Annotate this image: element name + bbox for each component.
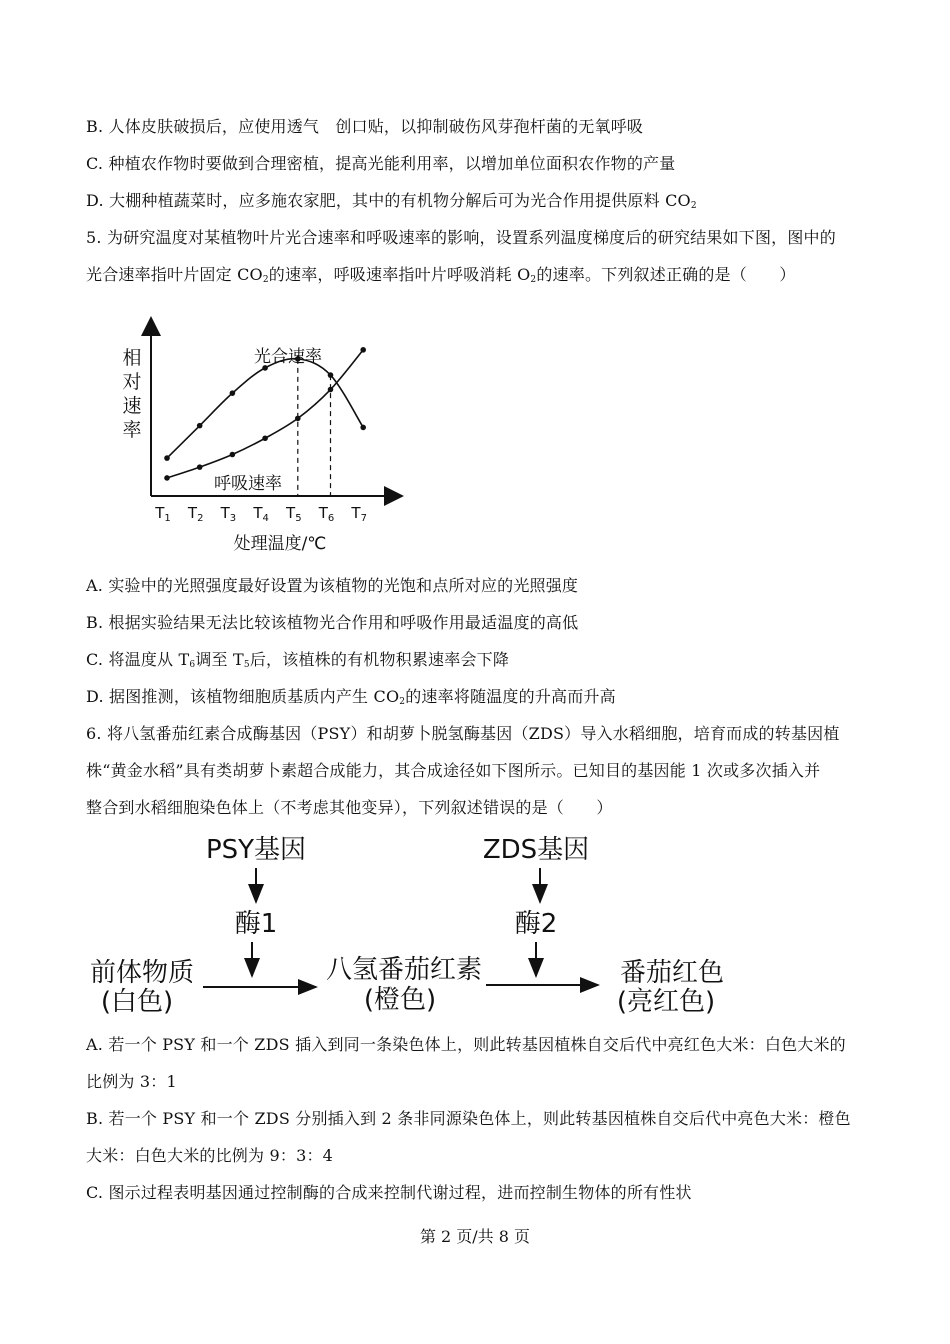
q6-option-a-line1: A. 若一个 PSY 和一个 ZDS 插入到同一条染色体上，则此转基因植株自交后代中亮红色大米：白色大米的 xyxy=(86,1035,846,1054)
precursor-color: (白色) xyxy=(100,987,174,1017)
data-point xyxy=(328,387,334,393)
lycopene-name: 番茄红色 xyxy=(619,958,725,988)
data-point xyxy=(328,372,334,378)
data-point xyxy=(262,435,268,441)
q5-stem-line2: 光合速率指叶片固定 $CO_2$的速率，呼吸速率指叶片呼吸消耗 $O_2$的速率。下列叙述正确的是（ ） xyxy=(86,265,796,285)
lycopene-color: (亮红色) xyxy=(616,987,716,1017)
y-axis-label xyxy=(122,347,141,441)
x-tick-label: $T_2$ xyxy=(187,504,204,524)
psy-gene-label: PSY基因 xyxy=(205,835,307,865)
q5-stem-line1: 5. 为研究温度对某植物叶片光合速率和呼吸速率的影响，设置系列温度梯度后的研究结果如下图，图中的 xyxy=(86,228,836,247)
y-label-char: 对 xyxy=(122,371,142,393)
phytoene-color: (橙色) xyxy=(363,985,437,1015)
q6-stem-line2: 株“黄金水稻”具有类胡萝卜素超合成能力，其合成途径如下图所示。已知目的基因能 1 次或多次插入并 xyxy=(86,761,821,780)
q5-option-d: D. 据图推测，该植物细胞质基质内产生 $CO_2$的速率将随温度的升高而升高 xyxy=(86,687,616,707)
data-point xyxy=(164,475,170,481)
enzyme2-label: 酶2 xyxy=(514,909,558,939)
q6-stem-line3: 整合到水稻细胞染色体上（不考虑其他变异），下列叙述错误的是（ ） xyxy=(86,798,613,817)
phytoene-name: 八氢番茄红素 xyxy=(325,955,483,985)
y-label-char: 率 xyxy=(122,419,142,441)
q4-option-d: D. 大棚种植蔬菜时，应多施农家肥，其中的有机物分解后可为光合作用提供原料 $CO_2$ xyxy=(86,191,697,211)
q4-option-b: B. 人体皮肤破损后，应使用透气 创口贴，以抑制破伤风芽孢杆菌的无氧呼吸 xyxy=(86,117,644,136)
x-tick-label: $T_1$ xyxy=(155,504,171,524)
q6-option-a-line2: 比例为 3：1 xyxy=(86,1072,177,1091)
series-label: 光合速率 xyxy=(254,347,322,367)
enzyme1-label: 酶1 xyxy=(234,909,278,939)
x-tick-label: $T_5$ xyxy=(286,504,302,524)
precursor-name: 前体物质 xyxy=(89,958,195,988)
series-label: 呼吸速率 xyxy=(214,474,282,494)
zds-gene-label: ZDS基因 xyxy=(482,835,590,865)
x-tick-label: $T_3$ xyxy=(220,504,237,524)
x-tick-label: $T_6$ xyxy=(318,504,335,524)
data-point xyxy=(295,416,301,422)
q6-option-c: C. 图示过程表明基因通过控制酶的合成来控制代谢过程，进而控制生物体的所有性状 xyxy=(86,1183,692,1202)
q5-option-b: B. 根据实验结果无法比较该植物光合作用和呼吸作用最适温度的高低 xyxy=(86,613,579,632)
q6-option-b-line1: B. 若一个 PSY 和一个 ZDS 分别插入到 2 条非同源染色体上，则此转基因植株自交后代中亮色大米：橙色 xyxy=(86,1109,851,1128)
data-point xyxy=(197,464,203,470)
data-point xyxy=(230,390,236,396)
x-tick-label: $T_4$ xyxy=(253,504,269,524)
q4-option-c: C. 种植农作物时要做到合理密植，提高光能利用率，以增加单位面积农作物的产量 xyxy=(86,154,676,173)
q5-option-c: C. 将温度从 $T_6$调至 $T_5$后，该植株的有机物积累速率会下降 xyxy=(86,650,510,670)
data-point xyxy=(230,452,236,458)
photosynthesis-curve xyxy=(167,359,363,458)
q6-stem-line1: 6. 将八氢番茄红素合成酶基因（PSY）和胡萝卜脱氢酶基因（ZDS）导入水稻细胞，培育而成的转基因植 xyxy=(86,724,840,743)
q5-option-a: A. 实验中的光照强度最好设置为该植物的光饱和点所对应的光照强度 xyxy=(86,576,579,595)
data-point xyxy=(164,455,170,461)
page-footer: 第 2 页/共 8 页 xyxy=(419,1227,531,1246)
data-point xyxy=(360,425,366,431)
x-tick-label: $T_7$ xyxy=(351,504,367,524)
data-point xyxy=(360,347,366,353)
synthesis-pathway-diagram xyxy=(80,826,780,1026)
rate-temperature-chart xyxy=(110,310,420,560)
y-label-char: 速 xyxy=(122,395,142,417)
x-axis-label: 处理温度/℃ xyxy=(233,534,327,554)
data-point xyxy=(197,423,203,429)
y-label-char: 相 xyxy=(122,347,142,369)
q6-option-b-line2: 大米：白色大米的比例为 9：3：4 xyxy=(86,1146,334,1165)
